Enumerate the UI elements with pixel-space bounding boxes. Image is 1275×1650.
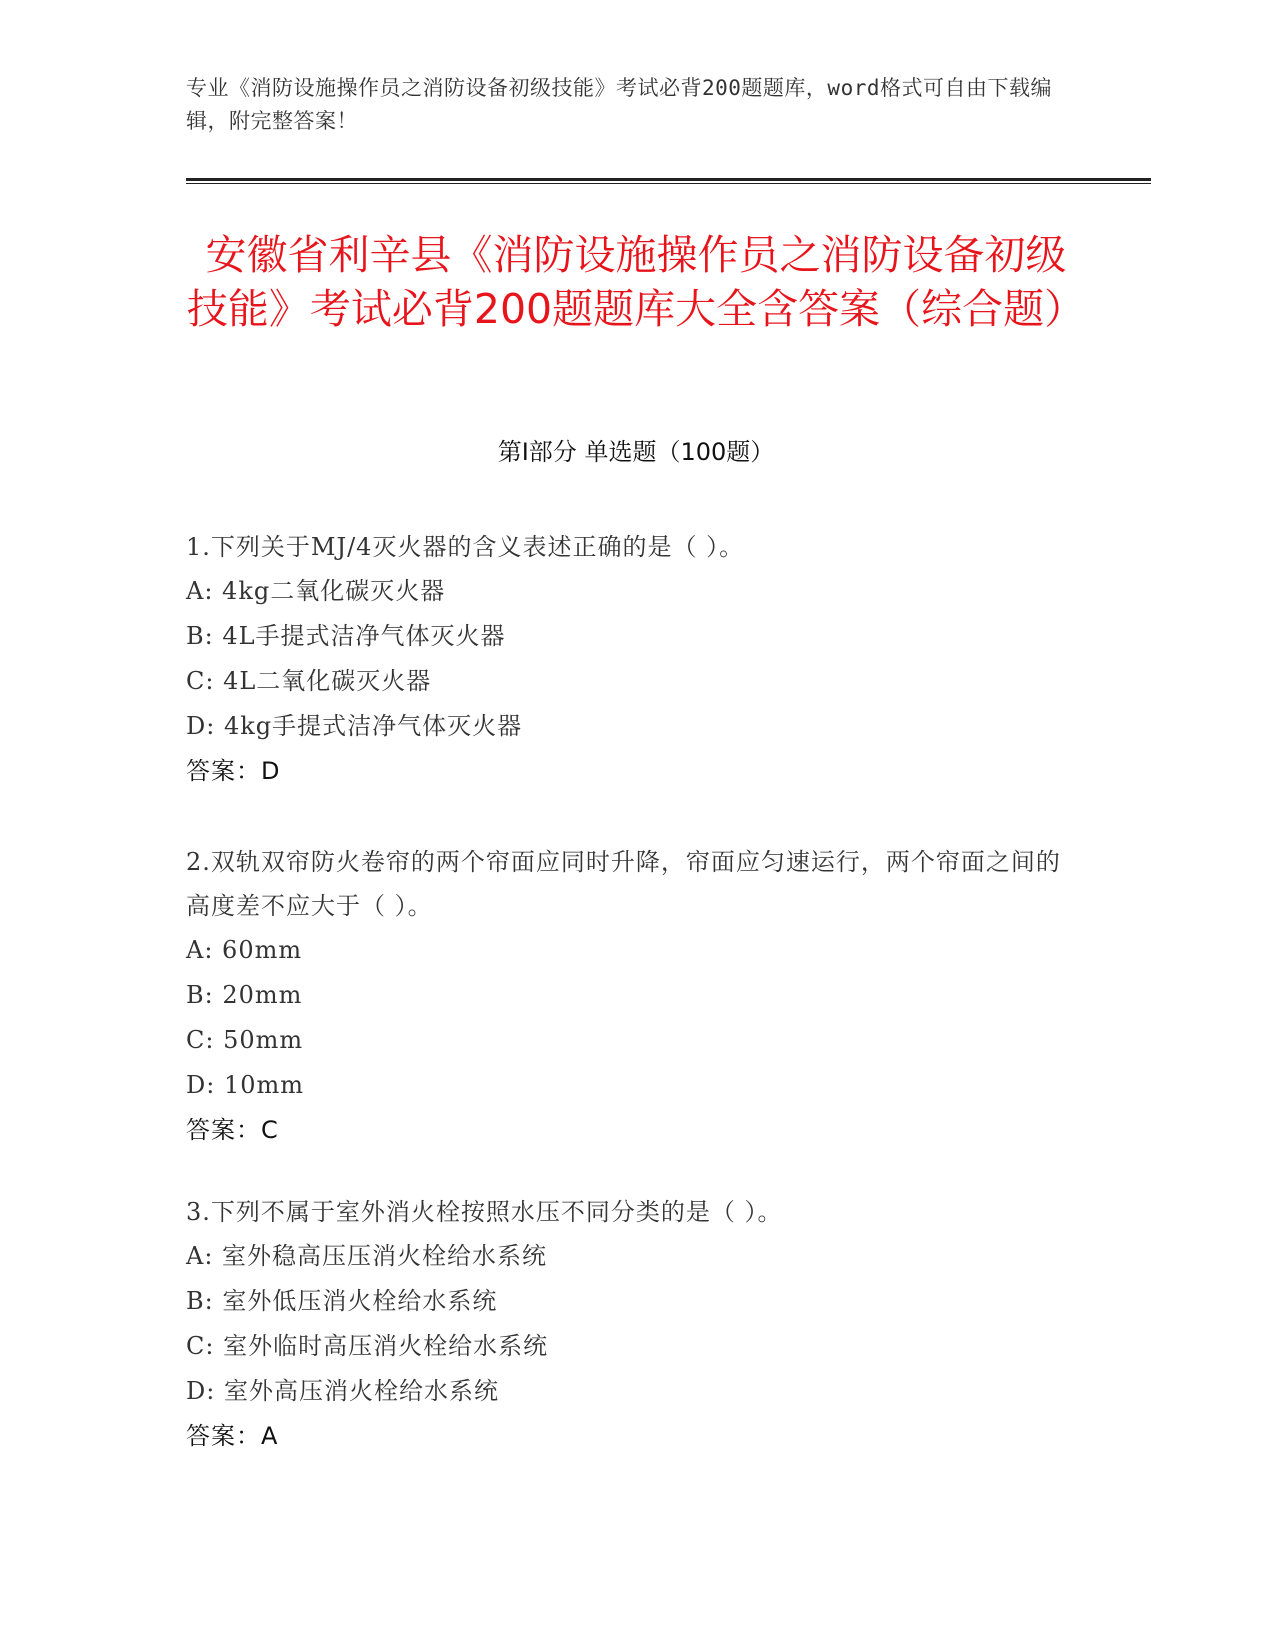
option-d: D: 10mm <box>186 1071 305 1099</box>
option-b: B: 4L手提式洁净气体灭火器 <box>186 622 506 650</box>
option-a: A: 60mm <box>186 936 303 964</box>
header-note: 专业《消防设施操作员之消防设备初级技能》考试必背200题题库，word格式可自由下载编辑，附完整答案！ <box>186 76 1052 133</box>
question-text: 2.双轨双帘防火卷帘的两个帘面应同时升降，帘面应匀速运行，两个帘面之间的高度差不应大于（ ）。 <box>186 848 1061 920</box>
question-text: 1.下列关于MJ/4灭火器的含义表述正确的是（ ）。 <box>186 533 745 561</box>
header-divider-thick <box>186 178 1151 181</box>
option-c: C: 室外临时高压消火栓给水系统 <box>186 1332 549 1360</box>
answer-text: 答案：A <box>186 1422 279 1450</box>
option-a: A: 室外稳高压压消火栓给水系统 <box>186 1242 548 1270</box>
question-block <box>186 1190 1066 1459</box>
section-title: 第Ⅰ部分 单选题（100题） <box>497 438 775 466</box>
option-b: B: 室外低压消火栓给水系统 <box>186 1287 498 1315</box>
question-block <box>186 525 1066 794</box>
option-d: D: 4kg手提式洁净气体灭火器 <box>186 712 523 740</box>
option-a: A: 4kg二氧化碳灭火器 <box>186 577 446 605</box>
answer-text: 答案：C <box>186 1116 279 1144</box>
option-c: C: 4L二氧化碳灭火器 <box>186 667 432 695</box>
option-c: C: 50mm <box>186 1026 304 1054</box>
document-title: 安徽省利辛县《消防设施操作员之消防设备初级技能》考试必背200题题库大全含答案（综合题） <box>186 231 1086 333</box>
question-block <box>186 840 1066 1153</box>
header-divider-thin <box>186 183 1151 184</box>
option-d: D: 室外高压消火栓给水系统 <box>186 1377 499 1405</box>
answer-text: 答案：D <box>186 757 281 785</box>
option-b: B: 20mm <box>186 981 303 1009</box>
question-text: 3.下列不属于室外消火栓按照水压不同分类的是（ ）。 <box>186 1198 783 1226</box>
